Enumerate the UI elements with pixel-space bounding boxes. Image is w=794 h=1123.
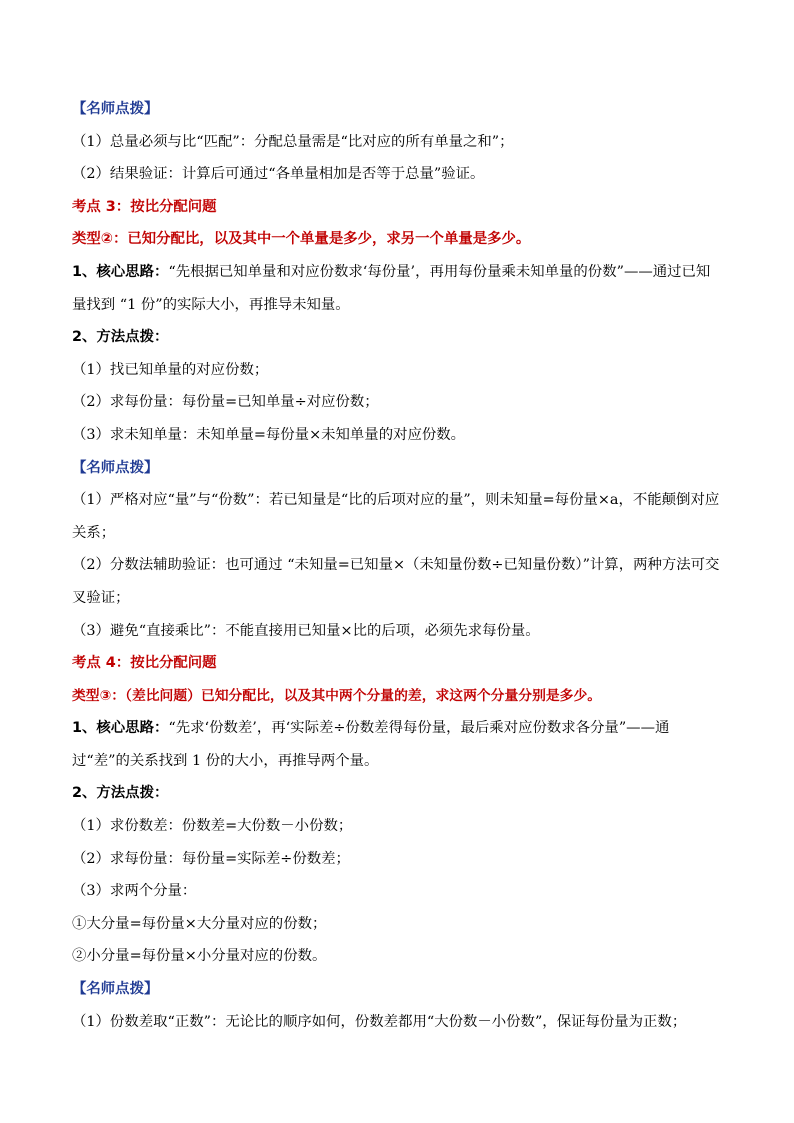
tip-item: （2）结果验证：计算后可通过“各单量相加是否等于总量”验证。	[72, 166, 485, 183]
method-heading: 2、方法点拨：	[72, 785, 169, 802]
method-item: （3）求两个分量：	[72, 883, 197, 900]
core-idea-label: 1、核心思路：	[72, 720, 169, 737]
core-idea-label: 1、核心思路：	[72, 263, 169, 280]
method-item: （2）求每份量：每份量=实际差÷份数差；	[72, 850, 350, 867]
method-item: （2）求每份量：每份量=已知单量÷对应份数；	[72, 394, 379, 411]
tip-item: （2）分数法辅助验证：也可通过 “未知量=已知量×（未知量份数÷已知量份数）”计算，两种方法可交叉验证；	[72, 557, 720, 606]
tip-item: （1）份数差取“正数”：无论比的顺序如何，份数差都用“大份数－小份数”，保证每份量为正数；	[72, 1013, 687, 1030]
tip-heading: 【名师点拨】	[72, 459, 159, 476]
method-heading: 2、方法点拨：	[72, 329, 169, 346]
section-heading-kaodian-4: 考点 4：按比分配问题	[72, 655, 217, 672]
method-item: （1）求份数差：份数差=大份数－小份数；	[72, 818, 353, 835]
method-subitem: ①大分量=每份量×大分量对应的份数；	[72, 915, 327, 932]
method-item: （1）找已知单量的对应份数；	[72, 361, 269, 378]
core-idea-text: “先根据已知单量和对应份数求‘每份量’，再用每份量乘未知单量的份数”——通过已知量找到 “1 份”的实际大小，再推导未知量。	[72, 263, 711, 313]
tip-item: （1）总量必须与比“匹配”：分配总量需是“比对应的所有单量之和”；	[72, 133, 514, 150]
core-idea	[72, 712, 724, 777]
tip-item: （3）避免“直接乘比”：不能直接用已知量×比的后项，必须先求每份量。	[72, 622, 540, 639]
section-heading-kaodian-3: 考点 3：按比分配问题	[72, 198, 217, 215]
method-subitem: ②小分量=每份量×小分量对应的份数。	[72, 948, 327, 965]
core-idea	[72, 256, 724, 321]
core-idea-text: “先求‘份数差’，再‘实际差÷份数差得每份量，最后乘对应份数求各分量”——通过“差”的关系找到 1 份的大小，再推导两个量。	[72, 720, 670, 769]
type-line: 类型②：已知分配比，以及其中一个单量是多少，求另一个单量是多少。	[72, 231, 531, 248]
tip-item: （1）严格对应“量”与“份数”：若已知量是“比的后项对应的量”，则未知量=每份量×a，不能颠倒对应关系；	[72, 492, 720, 541]
method-item: （3）求未知单量：未知单量=每份量×未知单量的对应份数。	[72, 426, 466, 443]
tip-heading: 【名师点拨】	[72, 981, 159, 998]
document-content	[72, 93, 724, 1038]
type-line: 类型③：（差比问题）已知分配比，以及其中两个分量的差，求这两个分量分别是多少。	[72, 687, 602, 704]
tip-heading: 【名师点拨】	[72, 101, 159, 117]
